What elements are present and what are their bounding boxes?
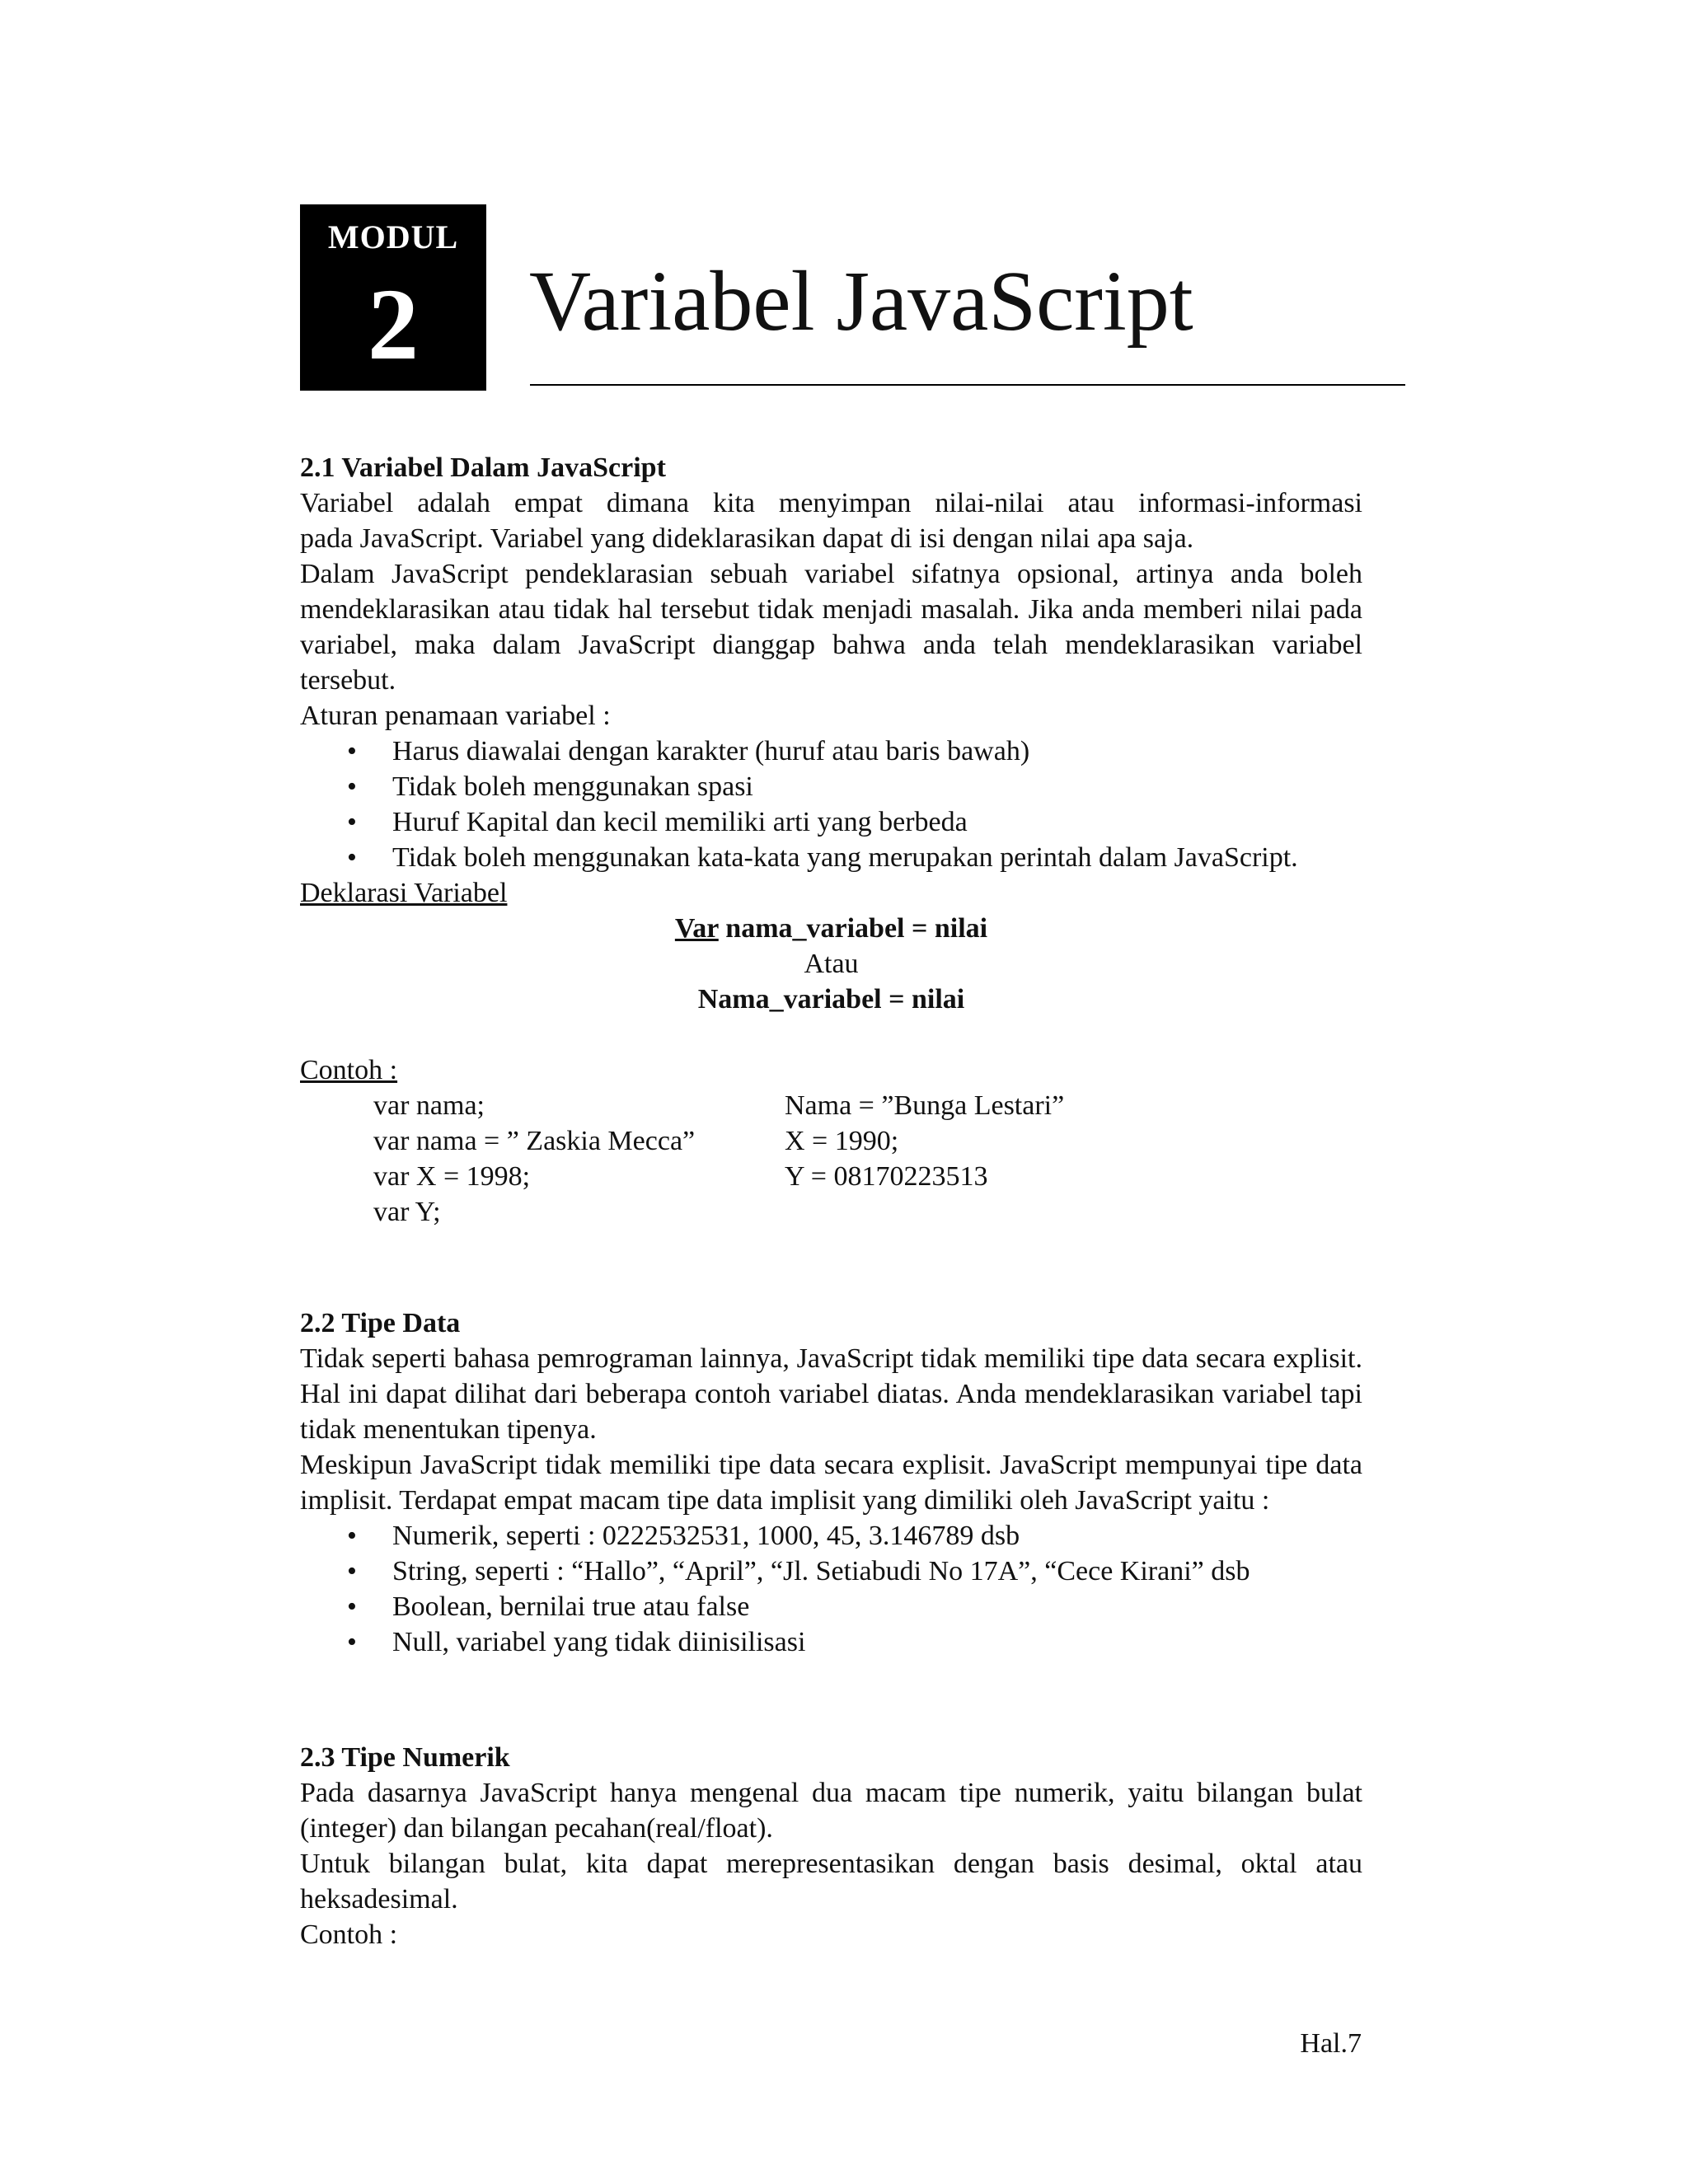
bullet-icon: • [347,771,357,802]
section-2-1 [300,450,1362,1230]
code-left: var X = 1998; [373,1161,531,1192]
code-row [300,1159,1362,1194]
paragraph-line: Variabel adalah empat dimana kita menyimpan nilai-nilai atau informasi-informasi [300,488,1362,518]
list-item [300,769,1362,804]
list-item-text: Tidak boleh menggunakan spasi [392,771,753,802]
module-label: MODUL [327,218,459,255]
code-right: Y = 08170223513 [785,1161,988,1192]
list-item [300,804,1362,840]
title-divider [530,384,1405,386]
paragraph: Meskipun JavaScript tidak memiliki tipe data secara explisit. JavaScript mempunyai tipe data implisit. Terdapat empat macam tipe data implisit yang dimiliki oleh JavaScript yaitu : [300,1450,1362,1516]
list-item [300,733,1362,769]
bullet-icon: • [347,1591,357,1622]
bullet-icon: • [347,1627,357,1657]
list-item [300,840,1362,875]
list-item-text: Huruf Kapital dan kecil memiliki arti yang berbeda [392,807,968,837]
code-left: var nama; [373,1090,485,1121]
page-number: Hal.7 [1300,2028,1362,2059]
list-item [300,1624,1362,1660]
code-right [785,1194,1362,1230]
code-right: Nama = ”Bunga Lestari” [785,1090,1065,1121]
module-badge [300,204,486,391]
list-item-text: Numerik, seperti : 0222532531, 1000, 45, 3.146789 dsb [392,1521,1020,1551]
rules-label: Aturan penamaan variabel : [300,701,611,731]
list-item-text: Harus diawalai dengan karakter (huruf atau baris bawah) [392,736,1030,766]
chapter-title: Variabel JavaScript [529,254,1193,349]
types-list [300,1518,1362,1660]
list-item [300,1554,1362,1589]
section-heading: 2.2 Tipe Data [300,1308,461,1338]
section-heading: 2.1 Variabel Dalam JavaScript [300,452,666,483]
code-row [300,1194,1362,1230]
bullet-icon: • [347,736,357,766]
list-item [300,1518,1362,1554]
declaration-rest: nama_variabel = nilai [718,913,988,944]
bullet-icon: • [347,842,357,873]
paragraph: Untuk bilangan bulat, kita dapat merepresentasikan dengan basis desimal, oktal atau heksadesimal. [300,1849,1362,1915]
code-right: X = 1990; [785,1126,899,1156]
list-item-text: Tidak boleh menggunakan kata-kata yang merupakan perintah dalam JavaScript. [392,842,1298,873]
declaration-label: Deklarasi Variabel [300,878,508,908]
list-item-text: String, seperti : “Hallo”, “April”, “Jl. Setiabudi No 17A”, “Cece Kirani” dsb [392,1556,1250,1586]
example-code [300,1088,1362,1230]
code-row [300,1123,1362,1159]
example-label: Contoh : [300,1055,398,1085]
bullet-icon: • [347,1556,357,1586]
paragraph: Tidak seperti bahasa pemrograman lainnya, JavaScript tidak memiliki tipe data secara explisit. Hal ini dapat dilihat dari beberapa contoh variabel diatas. Anda mendeklarasikan variabel tapi tidak menentukan tipenya. [300,1343,1362,1445]
list-item-text: Boolean, bernilai true atau false [392,1591,750,1622]
paragraph: Dalam JavaScript pendeklarasian sebuah variabel sifatnya opsional, artinya anda boleh mendeklarasikan atau tidak hal tersebut tidak menjadi masalah. Jika anda memberi nilai pada variabel, maka dalam JavaScript dianggap bahwa anda telah mendeklarasikan variabel tersebut. [300,559,1362,696]
var-keyword: Var [674,913,719,944]
declaration-alt: Nama_variabel = nilai [697,984,965,1015]
bullet-icon: • [347,1521,357,1551]
section-2-2 [300,1305,1362,1660]
section-2-3 [300,1740,1362,1952]
code-left: var nama = ” Zaskia Mecca” [373,1126,696,1156]
declaration-syntax [300,911,1362,946]
list-item-text: Null, variabel yang tidak diinisilisasi [392,1627,806,1657]
paragraph: Pada dasarnya JavaScript hanya mengenal dua macam tipe numerik, yaitu bilangan bulat (integer) dan bilangan pecahan(real/float). [300,1778,1362,1844]
paragraph-line: pada JavaScript. Variabel yang dideklarasikan dapat di isi dengan nilai apa saja. [300,523,1194,554]
module-number: 2 [368,268,419,381]
code-row [300,1088,1362,1123]
declaration-or: Atau [804,949,859,979]
example-label: Contoh : [300,1919,398,1950]
list-item [300,1589,1362,1624]
bullet-icon: • [347,807,357,837]
section-heading: 2.3 Tipe Numerik [300,1742,510,1773]
rules-list [300,733,1362,875]
code-left: var Y; [373,1197,441,1227]
